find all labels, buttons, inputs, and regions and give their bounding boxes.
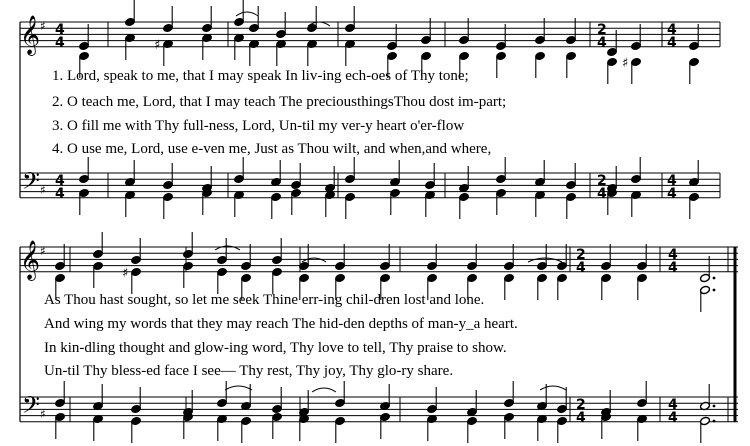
time-signature-end-treble-2-bottom: 4 xyxy=(668,260,678,276)
dot xyxy=(713,277,716,280)
time-signature-end-treble-bottom: 4 xyxy=(667,35,677,51)
dot xyxy=(713,405,716,408)
time-signature-end-bass-2-bottom: 4 xyxy=(668,410,678,426)
time-signature-bass-1-bottom: 4 xyxy=(55,186,65,202)
time-signature-end-treble-2-top: 4 xyxy=(668,247,678,263)
key-signature-sharp: ♯ xyxy=(40,19,46,33)
time-signature-end-bass-top: 4 xyxy=(667,173,677,189)
verse-4-system-1: 4. O use me, Lord, use e-ven me, Just as Thou wilt, and when,and where, xyxy=(52,141,492,157)
treble-clef-icon: 𝄞 xyxy=(20,240,41,280)
slur xyxy=(236,12,258,16)
sharp-sign: ♯ xyxy=(122,266,129,281)
time-signature-mid-bass-2-top: 2 xyxy=(576,397,586,413)
time-signature-mid-treble-bottom: 4 xyxy=(597,35,607,51)
time-signature-mid-bass-top: 2 xyxy=(597,173,607,189)
time-signature-mid-treble-2-bottom: 4 xyxy=(576,260,586,276)
slur xyxy=(225,386,252,390)
sharp-sign: ♯ xyxy=(154,38,161,53)
verse-1-system-2: As Thou hast sought, so let me seek Thine err-ing chil-dren lost and lone. xyxy=(44,292,485,308)
verse-2-system-1: 2. O teach me, Lord, that I may teach The preciousthingsThou dost im-part; xyxy=(52,94,507,110)
slur xyxy=(528,258,562,262)
time-signature-mid-bass-2-bottom: 4 xyxy=(576,410,586,426)
treble-clef-icon: 𝄞 xyxy=(20,15,41,55)
dot xyxy=(713,289,716,292)
sharp-sign: ♯ xyxy=(622,56,629,71)
time-signature-end-bass-2-top: 4 xyxy=(668,397,678,413)
time-signature-mid-bass-bottom: 4 xyxy=(597,186,607,202)
dot xyxy=(713,420,716,423)
slur xyxy=(540,386,566,390)
verse-2-system-2: And wing my words that they may reach The hid-den depths of man-y_a heart. xyxy=(44,316,518,332)
bass-clef-icon: 𝄢 xyxy=(22,167,41,200)
time-signature-treble-1-bottom: 4 xyxy=(55,35,65,51)
time-signature-mid-treble-2-top: 2 xyxy=(576,247,586,263)
verse-1-system-1: 1. Lord, speak to me, that I may speak In liv-ing ech-oes of Thy tone; xyxy=(52,68,469,84)
key-signature-sharp: ♯ xyxy=(40,407,46,421)
key-signature-sharp: ♯ xyxy=(40,244,46,258)
time-signature-end-treble-top: 4 xyxy=(667,22,677,38)
time-signature-bass-1-top: 4 xyxy=(55,173,65,189)
key-signature-sharp: ♯ xyxy=(40,183,46,197)
bass-clef-icon: 𝄢 xyxy=(22,391,41,424)
verse-4-system-2: Un-til Thy bless-ed face I see— Thy rest, Thy joy, Thy glo-ry share. xyxy=(44,363,454,379)
verse-3-system-2: In kin-dling thought and glow-ing word, Thy love to tell, Thy praise to show. xyxy=(44,340,507,356)
slur xyxy=(312,388,336,392)
time-signature-treble-1-top: 4 xyxy=(55,22,65,38)
time-signature-mid-treble-top: 2 xyxy=(597,22,607,38)
slur xyxy=(302,258,326,262)
verse-3-system-1: 3. O fill me with Thy full-ness, Lord, Un-til my ver-y heart o'er-flow xyxy=(52,118,465,134)
time-signature-end-bass-bottom: 4 xyxy=(667,186,677,202)
